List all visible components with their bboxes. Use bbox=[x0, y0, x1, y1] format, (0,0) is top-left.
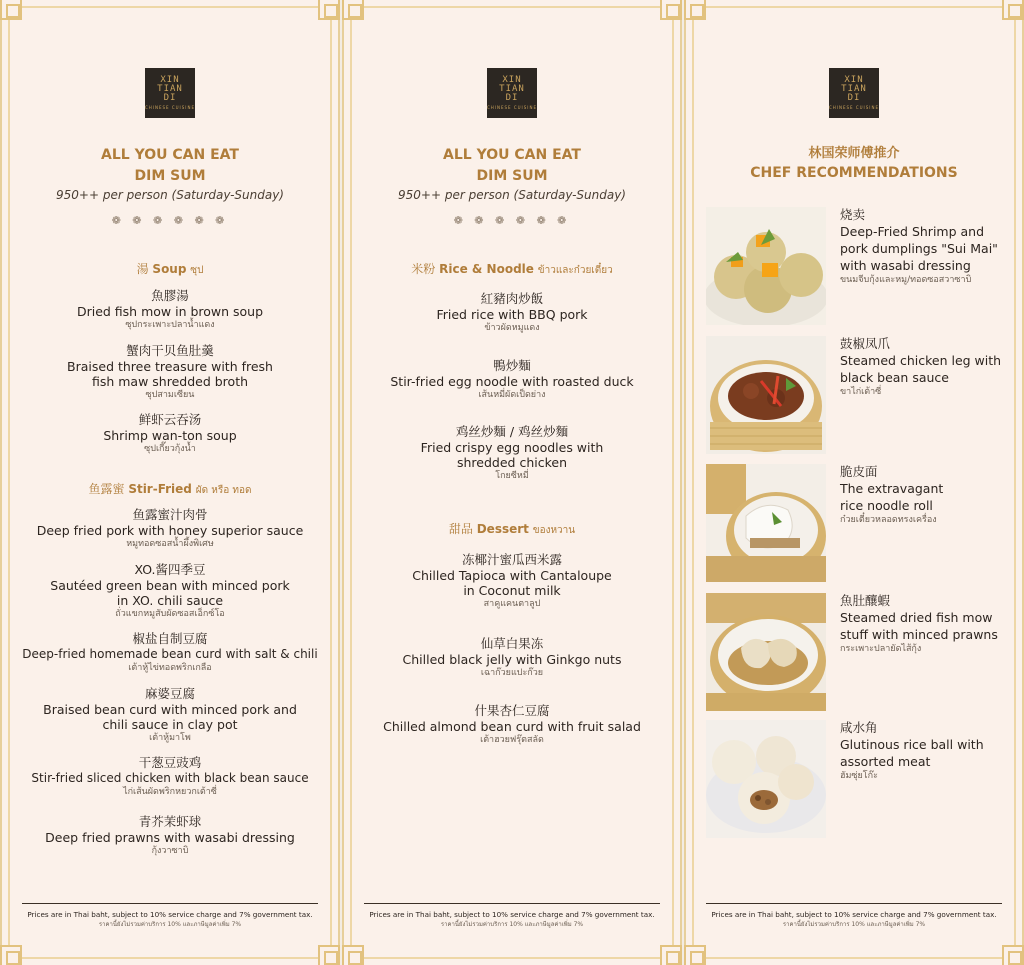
menu-item: 冻椰汁蜜瓜西米露 Chilled Tapioca with Cantaloupe in Coconut milk สาคูแคนตาลูป bbox=[412, 552, 612, 609]
section-heading-dessert: 甜品 Dessert ของหวาน bbox=[448, 522, 576, 536]
corner-ornament bbox=[0, 0, 22, 20]
menu-item: 魚膠湯 Dried fish mow in brown soup ซุปกระเพาะปลาน้ำแดง bbox=[76, 288, 264, 330]
corner-ornament bbox=[660, 945, 682, 965]
menu-item: 麻婆豆腐 Braised bean curd with minced pork and chili sauce in clay pot เต้าหู้มาโพ bbox=[43, 686, 297, 743]
price-footnote: Prices are in Thai baht, subject to 10% service charge and 7% government tax. ราคานี้ยังไม่รวมค่าบริการ 10% และภาษีมูลค่าเพิ่ม 7% bbox=[22, 903, 318, 930]
menu-item: 椒盐自制豆腐 Deep-fried homemade bean curd with salt & chili เต้าหู้ไข่ทอดพริกเกลือ bbox=[22, 631, 318, 673]
menu-item: 鴨炒麵 Stir-fried egg noodle with roasted duck เส้นหมี่ผัดเป็ดย่าง bbox=[390, 358, 634, 400]
menu-item: 蟹肉干贝鱼肚羹 Braised three treasure with fresh fish maw shredded broth ซุปสามเซียน bbox=[67, 343, 273, 400]
menu-item: 鱼露蜜汁肉骨 Deep fried pork with honey superior sauce หมูทอดซอสน้ำผึ้งพิเศษ bbox=[36, 507, 304, 549]
chicken-feet-photo bbox=[706, 336, 826, 454]
price-footnote: Prices are in Thai baht, subject to 10% service charge and 7% government tax. ราคานี้ยังไม่รวมค่าบริการ 10% และภาษีมูลค่าเพิ่ม 7% bbox=[706, 903, 1002, 930]
corner-ornament bbox=[1002, 945, 1024, 965]
corner-ornament bbox=[684, 0, 706, 20]
chef-title-zh: 林国荣师傅推介 bbox=[808, 146, 900, 161]
fish-maw-photo bbox=[706, 593, 826, 711]
corner-ornament bbox=[684, 945, 706, 965]
restaurant-logo: XIN TIAN DI CHINESE CUISINE bbox=[829, 68, 879, 118]
menu-item: 干葱豆豉鸡 Stir-fried sliced chicken with black bean sauce ไก่เส้นผัดพริกหยวกเต้าซี่ bbox=[31, 755, 309, 797]
flower-ornament: ❁ ❁ ❁ ❁ ❁ ❁ bbox=[453, 214, 571, 227]
menu-item: 什果杏仁豆腐 Chilled almond bean curd with fruit salad เต้าฮวยฟรุ๊ตสลัด bbox=[383, 703, 641, 745]
price-footnote: Prices are in Thai baht, subject to 10% service charge and 7% government tax. ราคานี้ยังไม่รวมค่าบริการ 10% และภาษีมูลค่าเพิ่ม 7% bbox=[364, 903, 660, 930]
menu-item: 鸡丝炒麵 / 鸡丝炒麵 Fried crispy egg noodles with shredded chicken โกยซีหมี่ bbox=[420, 424, 604, 481]
corner-ornament bbox=[1002, 0, 1024, 20]
menu-item: XO.酱四季豆 Sautéed green bean with minced pork in XO. chili sauce ถั่วแขกหมูสับผัดซอสเอ็กซ์โอ bbox=[50, 562, 290, 619]
recommendation-item: 脆皮面 The extravagant rice noodle roll ก๋วยเตี๋ยวหลอดทรงเครื่อง bbox=[706, 464, 1006, 584]
corner-ornament bbox=[342, 945, 364, 965]
chef-title-en: CHEF RECOMMENDATIONS bbox=[750, 165, 958, 181]
section-heading-rice-noodle: 米粉 Rice & Noodle ข้าวและก๋วยเตี๋ยว bbox=[411, 262, 613, 276]
recommendation-item: 咸水角 Glutinous rice ball with assorted meat ฮัมซุ่ยโก๊ะ bbox=[706, 720, 1006, 840]
menu-title: ALL YOU CAN EAT DIM SUM bbox=[443, 147, 581, 184]
restaurant-logo: XIN TIAN DI CHINESE CUISINE bbox=[145, 68, 195, 118]
corner-ornament bbox=[318, 945, 340, 965]
menu-panel-dimsum-2 bbox=[342, 0, 682, 965]
menu-panel-chef-recommendations bbox=[684, 0, 1024, 965]
menu-item: 仙草白果冻 Chilled black jelly with Ginkgo nuts เฉาก๊วยแปะก๊วย bbox=[402, 636, 622, 678]
flower-ornament: ❁ ❁ ❁ ❁ ❁ ❁ bbox=[111, 214, 229, 227]
recommendation-item: 魚肚釀蝦 Steamed dried fish mow stuff with minced prawns กระเพาะปลายัดไส้กุ้ง bbox=[706, 593, 1006, 713]
corner-ornament bbox=[0, 945, 22, 965]
corner-ornament bbox=[342, 0, 364, 20]
restaurant-logo: XIN TIAN DI CHINESE CUISINE bbox=[487, 68, 537, 118]
menu-panel-dimsum-1 bbox=[0, 0, 340, 965]
price-note: 950++ per person (Saturday-Sunday) bbox=[398, 188, 626, 202]
section-heading-soup: 湯 Soup ซุป bbox=[136, 262, 204, 276]
menu-item: 鲜虾云吞汤 Shrimp wan-ton soup ซุปเกี๊ยวกุ้งน้ำ bbox=[103, 412, 237, 454]
sui-mai-photo bbox=[706, 207, 826, 325]
menu-item: 青芥茉虾球 Deep fried prawns with wasabi dressing กุ้งวาซาบิ bbox=[45, 814, 295, 856]
rice-roll-photo bbox=[706, 464, 826, 582]
recommendation-item: 烧卖 Deep-Fried Shrimp and pork dumplings "Sui Mai" with wasabi dressing ขนมจีบกุ้งและหมู/ทอดซอสวาซาบิ bbox=[706, 207, 1006, 327]
menu-item: 紅豬肉炒飯 Fried rice with BBQ pork ข้าวผัดหมูแดง bbox=[436, 291, 588, 333]
price-note: 950++ per person (Saturday-Sunday) bbox=[56, 188, 284, 202]
rice-ball-photo bbox=[706, 720, 826, 838]
recommendation-item: 鼓椒凤爪 Steamed chicken leg with black bean sauce ขาไก่เต้าซี่ bbox=[706, 336, 1006, 456]
menu-title: ALL YOU CAN EAT DIM SUM bbox=[101, 147, 239, 184]
corner-ornament bbox=[660, 0, 682, 20]
section-heading-stir-fried: 鱼露蜜 Stir-Fried ผัด หรือ ทอด bbox=[88, 482, 252, 496]
corner-ornament bbox=[318, 0, 340, 20]
